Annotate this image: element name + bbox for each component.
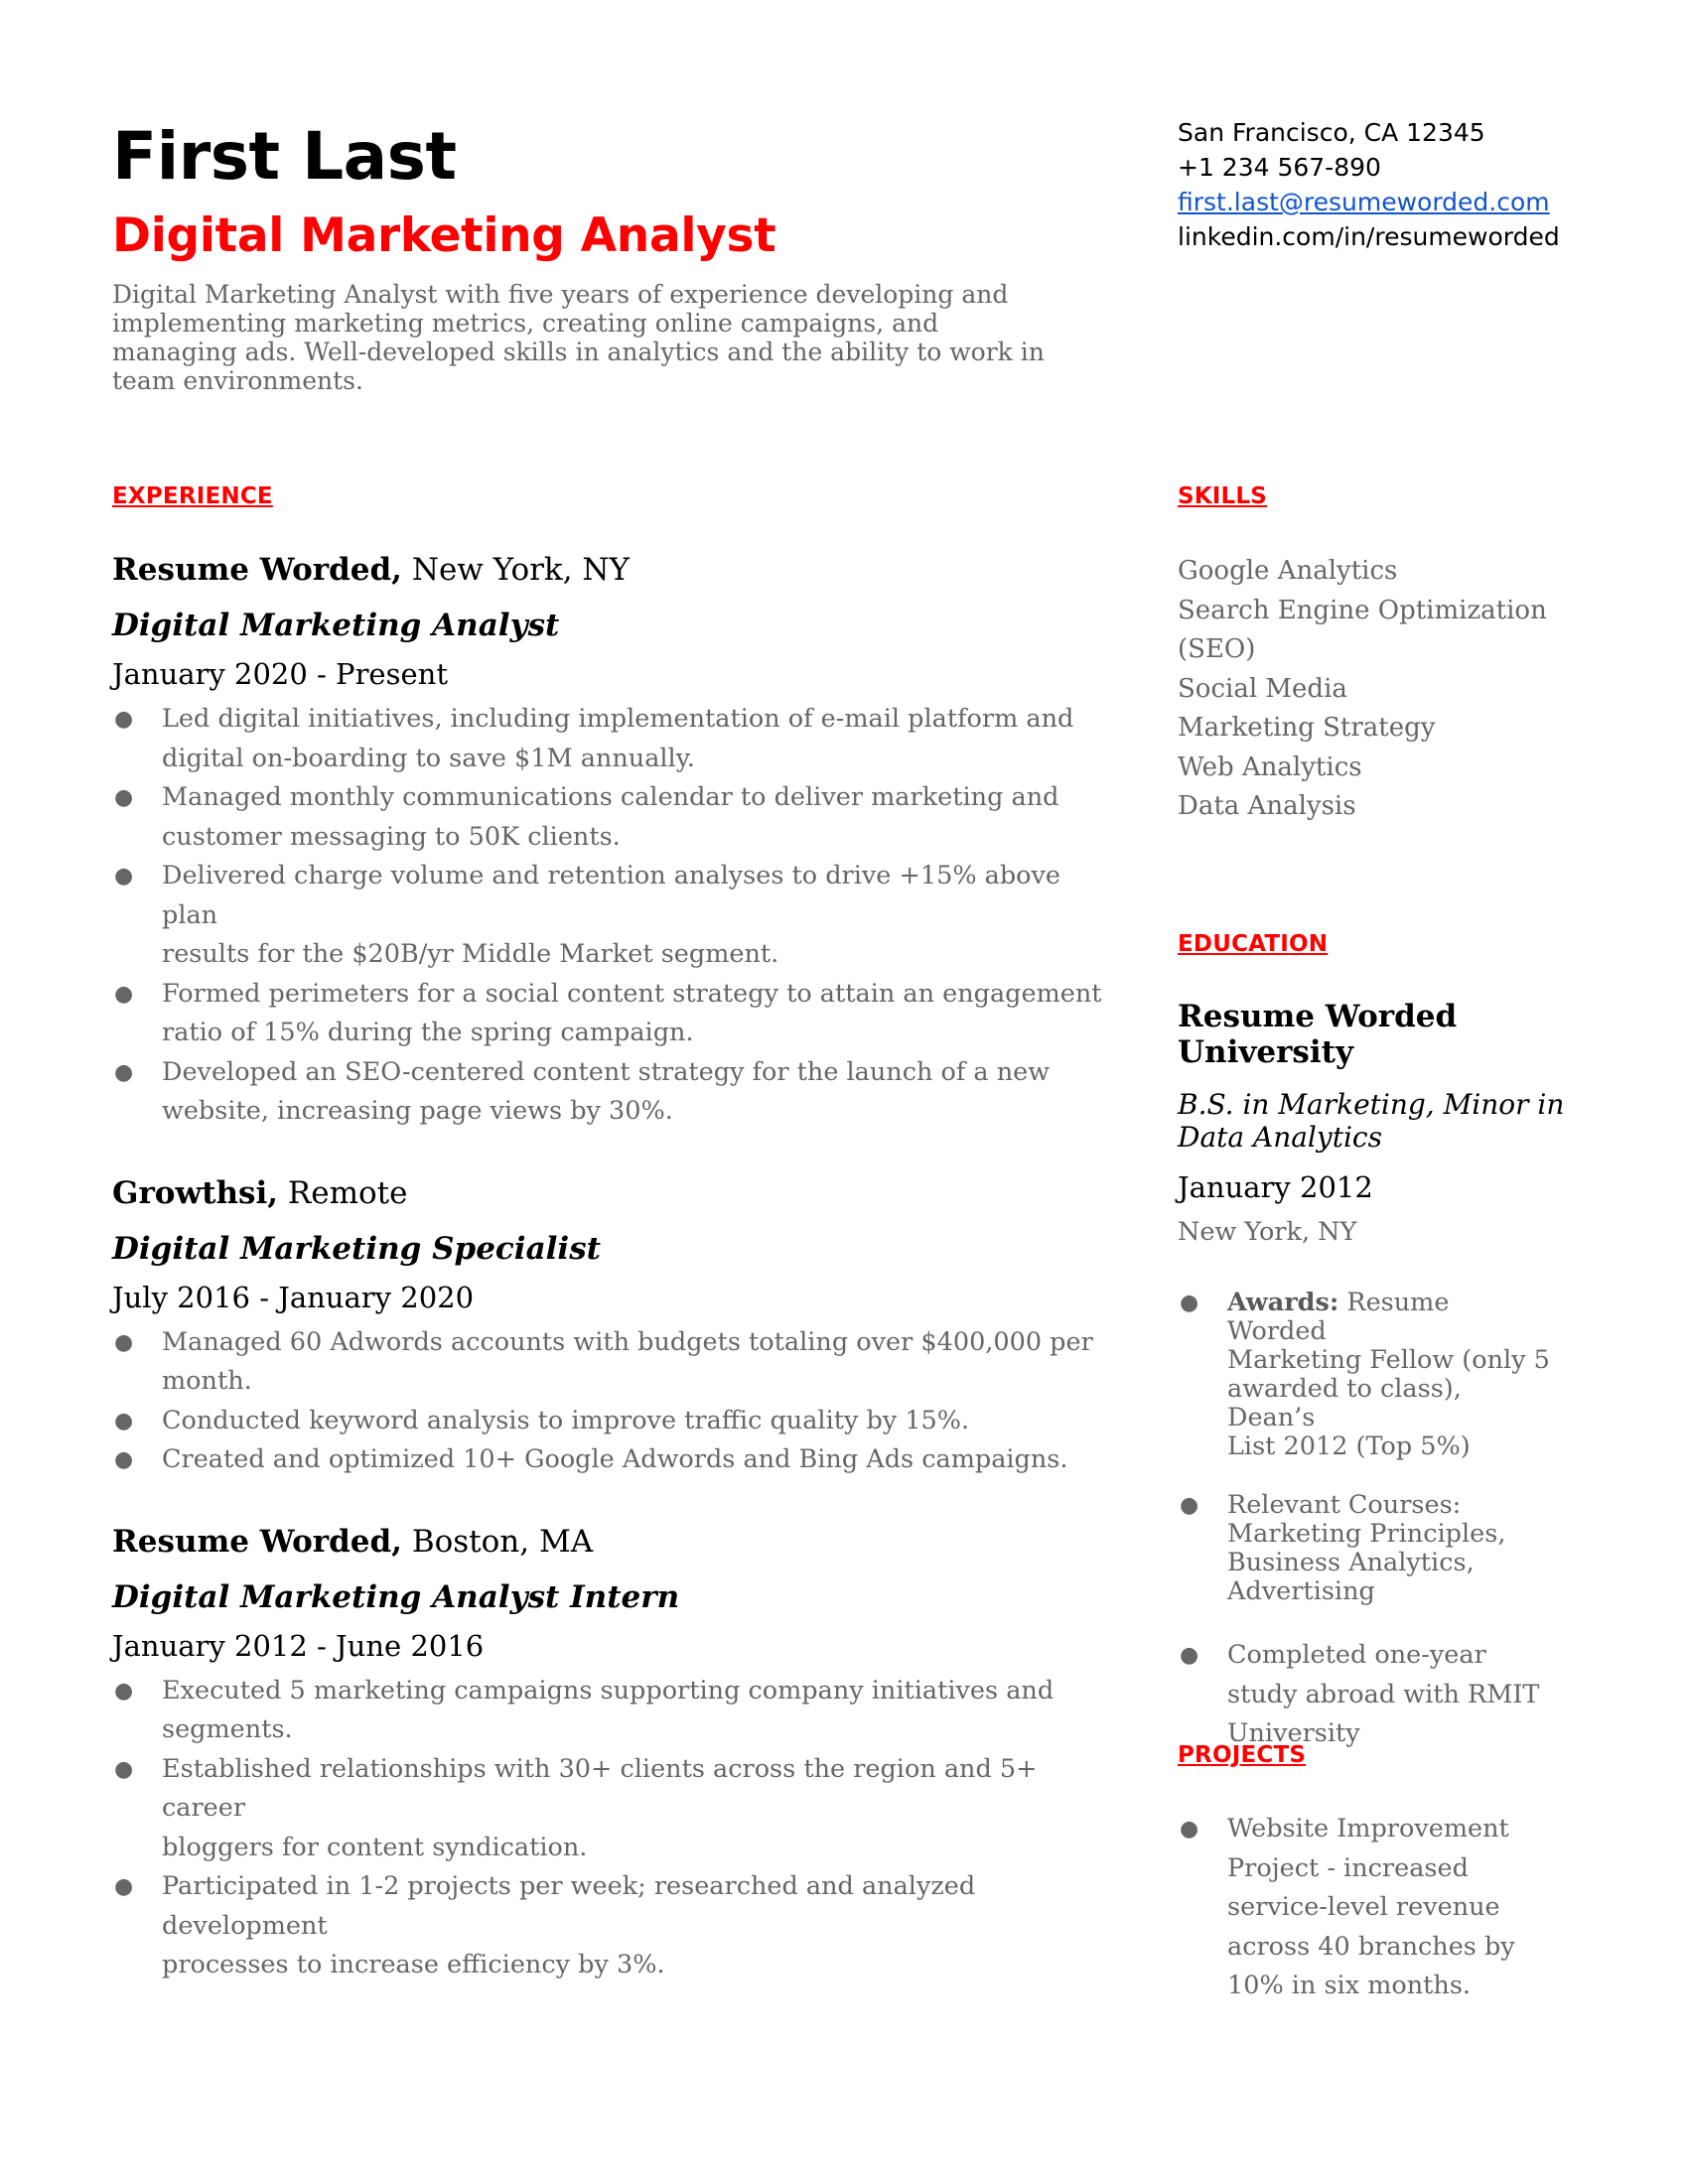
- bullet-item: [112, 1053, 1105, 1132]
- bullet-item: [112, 1440, 1105, 1480]
- skill-item: Google Analytics: [1178, 556, 1398, 586]
- bullet-text: Website Improvement: [1227, 1814, 1509, 1843]
- skill-item: Search Engine Optimization: [1178, 595, 1547, 625]
- education-date: January 2012: [1178, 1170, 1373, 1204]
- bullet-text: Relevant Courses:: [1227, 1490, 1462, 1520]
- bullet-text: Business Analytics,: [1227, 1548, 1475, 1577]
- projects-list: [1178, 1810, 1555, 2006]
- company-location: New York, NY: [401, 552, 631, 588]
- education-bullets: [1178, 1289, 1555, 1784]
- degree: [1178, 1088, 1575, 1154]
- bullet-text: Executed 5 marketing campaigns supporting company initiatives and: [162, 1675, 1055, 1706]
- bullet-dot-icon: ●: [114, 1408, 134, 1433]
- bullet-text: Established relationships with 30+ clients across the region and 5+ career: [162, 1753, 1038, 1823]
- company-line: [112, 550, 1105, 590]
- bullet-text: Resume Worded: [1227, 1288, 1450, 1346]
- company-name: Growthsi,: [112, 1174, 279, 1211]
- bullet-item: [112, 975, 1105, 1053]
- bullet-text: Marketing Fellow (only 5: [1227, 1345, 1550, 1375]
- bullet-text: Advertising: [1227, 1576, 1375, 1606]
- bullet-text: Completed one-year: [1227, 1640, 1486, 1670]
- company-name: Resume Worded,: [112, 552, 402, 588]
- bullet-text: Led digital initiatives, including implementation of e-mail platform and: [162, 704, 1074, 734]
- job-dates: January 2020 - Present: [112, 657, 448, 691]
- bullet-dot-icon: ●: [114, 1059, 134, 1085]
- bullet-text: digital on-boarding to save $1M annually.: [162, 743, 695, 773]
- bullet-item: [112, 778, 1105, 857]
- bullet-text: Created and optimized 10+ Google Adwords and Bing Ads campaigns.: [162, 1444, 1068, 1474]
- summary: Digital Marketing Analyst with five years of experience developing and implementing marketing metrics, creating online campaigns, and managing ads. Well-developed skills in analytics and the ability to work in team environments.: [112, 280, 1045, 395]
- job-role: Digital Marketing Analyst: [112, 608, 560, 643]
- job-role: Digital Marketing Analyst Intern: [112, 1578, 680, 1615]
- courses-item: [1178, 1491, 1555, 1606]
- skill-item: (SEO): [1178, 634, 1256, 664]
- skill-item: Social Media: [1178, 673, 1347, 704]
- bullet-item: [112, 1750, 1105, 1868]
- bullet-item: [112, 1867, 1105, 1985]
- job-dates: January 2012 - June 2016: [112, 1628, 485, 1663]
- contact-block: [1178, 115, 1595, 254]
- skill-item: Data Analysis: [1178, 791, 1356, 821]
- awards-label: Awards:: [1227, 1288, 1339, 1317]
- bullet-text: website, increasing page views by 30%.: [162, 1096, 673, 1126]
- bullet-text: service-level revenue: [1227, 1892, 1500, 1922]
- bullet-text: Project - increased: [1227, 1852, 1469, 1883]
- degree-line: Data Analytics: [1178, 1121, 1382, 1154]
- bullet-text: results for the $20B/yr Middle Market segment.: [162, 939, 779, 969]
- job-role: Digital Marketing Specialist: [112, 1230, 601, 1267]
- bullet-dot-icon: ●: [114, 785, 134, 810]
- bullet-dot-icon: ●: [1180, 1643, 1199, 1668]
- education-entry: [1178, 999, 1575, 1251]
- job-bullets: [112, 1323, 1105, 1480]
- company-name: Resume Worded,: [112, 1523, 402, 1560]
- candidate-name: First Last: [112, 118, 457, 195]
- bullet-text: month.: [162, 1366, 252, 1396]
- job-bullets: [112, 700, 1105, 1132]
- bullet-text: bloggers for content syndication.: [162, 1832, 588, 1862]
- school-name-line: Resume Worded: [1178, 999, 1458, 1034]
- bullet-item: [112, 857, 1105, 975]
- projects-heading: PROJECTS: [1178, 1742, 1307, 1768]
- bullet-text: Delivered charge volume and retention analyses to drive +15% above plan: [162, 861, 1061, 930]
- job-entry: [112, 1522, 1105, 1985]
- bullet-text: processes to increase efficiency by 3%.: [162, 1950, 665, 1979]
- experience-section: [112, 550, 1105, 2027]
- degree-line: B.S. in Marketing, Minor in: [1178, 1088, 1565, 1121]
- job-dates: July 2016 - January 2020: [112, 1280, 475, 1314]
- company-line: [112, 1173, 1105, 1213]
- bullet-text: 10% in six months.: [1227, 1971, 1472, 2000]
- bullet-text: Managed monthly communications calendar to deliver marketing and: [162, 782, 1059, 812]
- bullet-dot-icon: ●: [114, 1329, 134, 1355]
- bullet-text: Marketing Principles,: [1227, 1519, 1506, 1549]
- school-name: [1178, 999, 1575, 1070]
- skill-item: Web Analytics: [1178, 751, 1362, 782]
- education-heading: EDUCATION: [1178, 931, 1329, 957]
- bullet-text: Formed perimeters for a social content strategy to attain an engagement: [162, 978, 1102, 1009]
- bullet-text: across 40 branches by: [1227, 1931, 1515, 1962]
- bullet-dot-icon: ●: [114, 1678, 134, 1704]
- company-location: Remote: [278, 1174, 408, 1211]
- bullet-text: Developed an SEO-centered content strategy for the launch of a new: [162, 1056, 1051, 1087]
- skills-list: [1178, 552, 1575, 827]
- contact-linkedin: linkedin.com/in/resumeworded: [1178, 222, 1560, 251]
- project-item: [1178, 1810, 1555, 2006]
- school-name-line: University: [1178, 1034, 1353, 1070]
- contact-phone: +1 234 567-890: [1178, 153, 1381, 182]
- bullet-text: customer messaging to 50K clients.: [162, 821, 621, 852]
- bullet-dot-icon: ●: [114, 707, 134, 732]
- bullet-dot-icon: ●: [114, 864, 134, 888]
- bullet-text: Participated in 1-2 projects per week; researched and analyzed development: [162, 1871, 976, 1941]
- bullet-item: [112, 1323, 1105, 1402]
- bullet-dot-icon: ●: [114, 981, 134, 1007]
- education-location: New York, NY: [1178, 1217, 1357, 1247]
- job-entry: [112, 550, 1105, 1132]
- bullet-item: [112, 700, 1105, 778]
- bullet-item: [112, 1672, 1105, 1750]
- bullet-text: study abroad with RMIT: [1227, 1679, 1540, 1709]
- job-bullets: [112, 1672, 1105, 1985]
- bullet-text: segments.: [162, 1714, 293, 1744]
- bullet-dot-icon: ●: [114, 1447, 134, 1472]
- bullet-dot-icon: ●: [1180, 1493, 1199, 1518]
- bullet-dot-icon: ●: [1180, 1817, 1199, 1842]
- bullet-dot-icon: ●: [1180, 1291, 1199, 1315]
- company-line: [112, 1522, 1105, 1562]
- study-abroad-item: [1178, 1636, 1555, 1754]
- contact-location: San Francisco, CA 12345: [1178, 118, 1485, 147]
- bullet-text: Managed 60 Adwords accounts with budgets totaling over $400,000 per: [162, 1326, 1093, 1357]
- bullet-text: List 2012 (Top 5%): [1227, 1432, 1471, 1461]
- bullet-text: Conducted keyword analysis to improve traffic quality by 15%.: [162, 1405, 970, 1435]
- bullet-dot-icon: ●: [114, 1756, 134, 1782]
- awards-item: [1178, 1289, 1555, 1461]
- bullet-text: University: [1227, 1718, 1360, 1748]
- skills-heading: SKILLS: [1178, 483, 1268, 509]
- company-location: Boston, MA: [401, 1523, 594, 1560]
- bullet-text: awarded to class), Dean’s: [1227, 1374, 1462, 1433]
- bullet-item: [112, 1402, 1105, 1441]
- candidate-title: Digital Marketing Analyst: [112, 208, 776, 263]
- experience-heading: EXPERIENCE: [112, 483, 273, 509]
- contact-email-link[interactable]: first.last@resumeworded.com: [1178, 188, 1550, 216]
- bullet-dot-icon: ●: [114, 1874, 134, 1899]
- bullet-text: ratio of 15% during the spring campaign.: [162, 1018, 694, 1047]
- job-entry: [112, 1173, 1105, 1480]
- skill-item: Marketing Strategy: [1178, 713, 1436, 743]
